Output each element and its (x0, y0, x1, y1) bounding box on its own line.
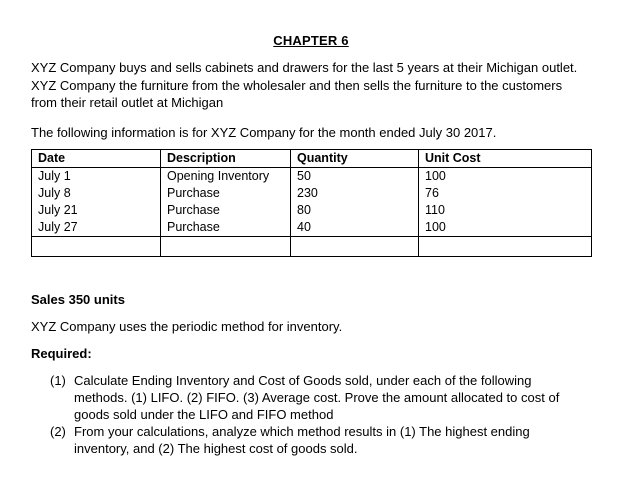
empty-cell (32, 237, 161, 257)
cell-description: Purchase (161, 185, 291, 202)
cell-quantity: 80 (291, 202, 419, 219)
list-item-text: From your calculations, analyze which method results in (1) The highest ending inventory, and (2) The highest cost of goods sold. (74, 424, 530, 456)
cell-quantity: 230 (291, 185, 419, 202)
list-item (50, 423, 580, 457)
cell-date: July 8 (32, 185, 161, 202)
cell-quantity: 50 (291, 168, 419, 186)
table-row (32, 185, 592, 202)
required-heading: Required: (31, 346, 92, 361)
info-line: The following information is for XYZ Company for the month ended July 30 2017. (31, 125, 497, 140)
cell-date: July 21 (32, 202, 161, 219)
sales-line: Sales 350 units (31, 292, 125, 307)
empty-cell (291, 237, 419, 257)
table-row (32, 202, 592, 219)
chapter-title: CHAPTER 6 (273, 33, 349, 48)
table-row (32, 219, 592, 237)
header-unit-cost: Unit Cost (419, 150, 592, 168)
list-item-text: Calculate Ending Inventory and Cost of Goods sold, under each of the following methods. (1) LIFO. (2) FIFO. (3) Average cost. Prove the amount allocated to cost of goods sold under the LIFO and FIFO method (74, 373, 560, 422)
cell-unit-cost: 76 (419, 185, 592, 202)
table-header-row (32, 150, 592, 168)
cell-unit-cost: 100 (419, 219, 592, 237)
list-item (50, 372, 580, 423)
cell-date: July 1 (32, 168, 161, 186)
cell-description: Purchase (161, 202, 291, 219)
table-empty-row (32, 237, 592, 257)
requirements-list (50, 372, 580, 457)
cell-unit-cost: 100 (419, 168, 592, 186)
intro-paragraph: XYZ Company buys and sells cabinets and drawers for the last 5 years at their Michigan outlet. XYZ Company the furniture from the wholesaler and then sells the furniture to the customers from their retail outlet at Michigan (31, 60, 578, 110)
list-item-number: (1) (50, 373, 66, 388)
list-item-number: (2) (50, 424, 66, 439)
cell-description: Opening Inventory (161, 168, 291, 186)
cell-unit-cost: 110 (419, 202, 592, 219)
empty-cell (161, 237, 291, 257)
empty-cell (419, 237, 592, 257)
method-line: XYZ Company uses the periodic method for inventory. (31, 319, 343, 334)
header-quantity: Quantity (291, 150, 419, 168)
table-row (32, 168, 592, 186)
cell-date: July 27 (32, 219, 161, 237)
cell-description: Purchase (161, 219, 291, 237)
cell-quantity: 40 (291, 219, 419, 237)
inventory-table (31, 149, 592, 257)
header-description: Description (161, 150, 291, 168)
header-date: Date (32, 150, 161, 168)
